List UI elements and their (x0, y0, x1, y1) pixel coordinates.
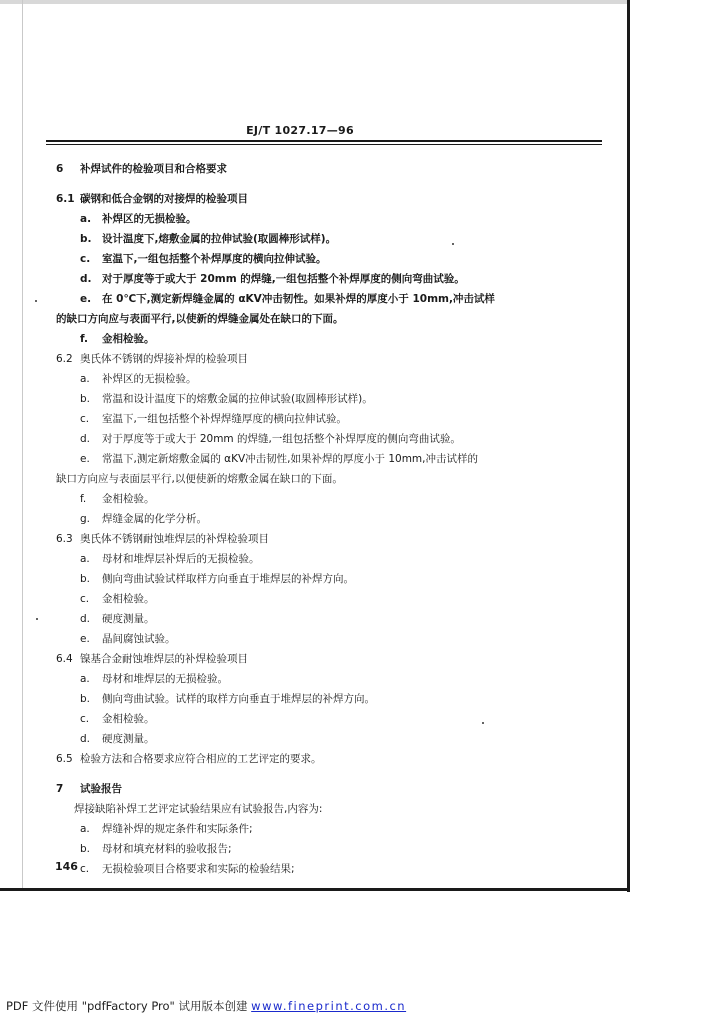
list-item-label: a. (80, 373, 90, 385)
list-item-text: 母材和堆焊层补焊后的无损检验。 (102, 553, 260, 565)
list-item-label: e. (80, 633, 90, 645)
list-item (80, 393, 373, 406)
section-heading (56, 653, 248, 666)
list-item-label: a. (80, 553, 90, 565)
list-item-text: 对于厚度等于或大于 20mm 的焊缝,一组包括整个补焊厚度的侧向弯曲试验。 (102, 433, 461, 445)
list-item-label: d. (80, 733, 91, 745)
section-title: 试验报告 (80, 783, 122, 795)
list-item-text: 的缺口方向应与表面平行,以使新的焊缝金属处在缺口的下面。 (56, 313, 344, 325)
list-item-label: g. (80, 513, 91, 525)
list-item-text: 金相检验。 (102, 713, 155, 725)
list-item (80, 493, 155, 506)
list-item-label: a. (80, 823, 90, 835)
page-frame-bottom (0, 888, 630, 891)
section-number: 6.1 (56, 193, 75, 205)
list-item-text: 室温下,一组包括整个补焊厚度的横向拉伸试验。 (102, 253, 327, 265)
list-item (80, 293, 495, 306)
page-number: 146 (55, 860, 78, 873)
scan-speck (452, 243, 454, 245)
list-item-label: c. (80, 713, 90, 725)
list-item-text: 室温下,一组包括整个补焊焊缝厚度的横向拉伸试验。 (102, 413, 347, 425)
list-item (80, 233, 336, 246)
list-item-label: b. (80, 573, 91, 585)
document-code-header: EJ/T 1027.17—96 (246, 124, 354, 137)
page-frame-right (627, 0, 630, 892)
list-item-label: f. (80, 493, 87, 505)
footer-text: PDF 文件使用 "pdfFactory Pro" 试用版本创建 (6, 999, 248, 1013)
list-item (80, 713, 155, 726)
section-heading (56, 783, 122, 796)
scan-speck (482, 722, 484, 724)
section-heading (56, 753, 322, 766)
list-item-label: f. (80, 333, 88, 345)
list-item-label: b. (80, 843, 91, 855)
list-item-text: 金相检验。 (102, 593, 155, 605)
list-item-text: 焊缝补焊的规定条件和实际条件; (102, 823, 253, 835)
list-item-text: 焊缝金属的化学分析。 (102, 513, 207, 525)
list-item-text: 侧向弯曲试验。试样的取样方向垂直于堆焊层的补焊方向。 (102, 693, 375, 705)
page-frame-top (0, 0, 628, 4)
list-item-label: b. (80, 693, 91, 705)
list-item-text: 设计温度下,熔敷金属的拉伸试验(取圆棒形试样)。 (102, 233, 337, 245)
list-item-label: c. (80, 253, 91, 265)
list-item-label: e. (80, 453, 90, 465)
list-item-label: c. (80, 593, 90, 605)
header-rule-thick (46, 140, 602, 142)
list-item (80, 613, 155, 626)
paragraph-line (56, 473, 343, 486)
list-item-text: 晶间腐蚀试验。 (102, 633, 176, 645)
section-number: 6.3 (56, 533, 73, 545)
list-item-text: 常温和设计温度下的熔敷金属的拉伸试验(取圆棒形试样)。 (102, 393, 373, 405)
list-item-text: 缺口方向应与表面层平行,以便使新的熔敷金属在缺口的下面。 (56, 473, 343, 485)
list-item-label: c. (80, 863, 90, 875)
list-item-text: 常温下,测定新熔敷金属的 αKV冲击韧性,如果补焊的厚度小于 10mm,冲击试样的 (102, 453, 478, 465)
scan-speck (35, 300, 37, 302)
scan-speck (36, 618, 38, 620)
list-item-label: e. (80, 293, 92, 305)
section-title: 镍基合金耐蚀堆焊层的补焊检验项目 (80, 653, 248, 665)
section-number: 6.4 (56, 653, 73, 665)
list-item-text: 补焊区的无损检验。 (102, 373, 197, 385)
list-item (80, 553, 260, 566)
list-item (80, 213, 197, 226)
list-item (80, 673, 228, 686)
section-title: 碳钢和低合金钢的对接焊的检验项目 (80, 193, 248, 205)
list-item-text: 无损检验项目合格要求和实际的检验结果; (102, 863, 295, 875)
section-title: 检验方法和合格要求应符合相应的工艺评定的要求。 (80, 753, 322, 765)
list-item-text: 母材和填充材料的验收报告; (102, 843, 232, 855)
list-item (80, 863, 295, 876)
list-item (80, 413, 347, 426)
list-item (80, 453, 478, 466)
list-item-label: b. (80, 233, 92, 245)
list-item-text: 在 0℃下,测定新焊缝金属的 αKV冲击韧性。如果补焊的厚度小于 10mm,冲击试样 (102, 293, 495, 305)
list-item (80, 513, 207, 526)
list-item-text: 补焊区的无损检验。 (102, 213, 197, 225)
section-number: 6 (56, 163, 64, 175)
section-heading (56, 353, 248, 366)
section-title: 补焊试件的检验项目和合格要求 (80, 163, 227, 175)
list-item-text: 焊接缺陷补焊工艺评定试验结果应有试验报告,内容为: (74, 803, 323, 815)
list-item-label: a. (80, 673, 90, 685)
section-number: 7 (56, 783, 64, 795)
section-heading (56, 163, 227, 176)
list-item-label: d. (80, 613, 91, 625)
paragraph-line (56, 313, 344, 326)
list-item-text: 金相检验。 (102, 333, 155, 345)
section-title: 奥氏体不锈钢的焊接补焊的检验项目 (80, 353, 248, 365)
list-item (80, 433, 461, 446)
list-item (80, 253, 327, 266)
list-item (80, 843, 232, 856)
list-item-label: d. (80, 273, 92, 285)
list-item (80, 333, 155, 346)
footer-link[interactable]: www.fineprint.com.cn (251, 999, 407, 1013)
list-item (80, 633, 176, 646)
list-item (80, 273, 465, 286)
list-item-text: 母材和堆焊层的无损检验。 (102, 673, 228, 685)
list-item (80, 573, 354, 586)
list-item-label: a. (80, 213, 92, 225)
pdf-creator-footer (6, 998, 406, 1014)
list-item-text: 对于厚度等于或大于 20mm 的焊缝,一组包括整个补焊厚度的侧向弯曲试验。 (102, 273, 465, 285)
list-item-text: 硬度测量。 (102, 613, 155, 625)
list-item-label: d. (80, 433, 91, 445)
section-heading (56, 193, 248, 206)
section-number: 6.2 (56, 353, 73, 365)
list-item-text: 金相检验。 (102, 493, 155, 505)
header-rule-thin (46, 144, 602, 145)
list-item (80, 733, 155, 746)
list-item-label: c. (80, 413, 90, 425)
list-item-text: 硬度测量。 (102, 733, 155, 745)
list-item (80, 593, 155, 606)
list-item-label: b. (80, 393, 91, 405)
list-item (80, 373, 197, 386)
list-item (80, 823, 253, 836)
paragraph-line (74, 803, 322, 816)
list-item (80, 693, 375, 706)
section-number: 6.5 (56, 753, 73, 765)
section-title: 奥氏体不锈钢耐蚀堆焊层的补焊检验项目 (80, 533, 269, 545)
list-item-text: 侧向弯曲试验试样取样方向垂直于堆焊层的补焊方向。 (102, 573, 354, 585)
section-heading (56, 533, 269, 546)
